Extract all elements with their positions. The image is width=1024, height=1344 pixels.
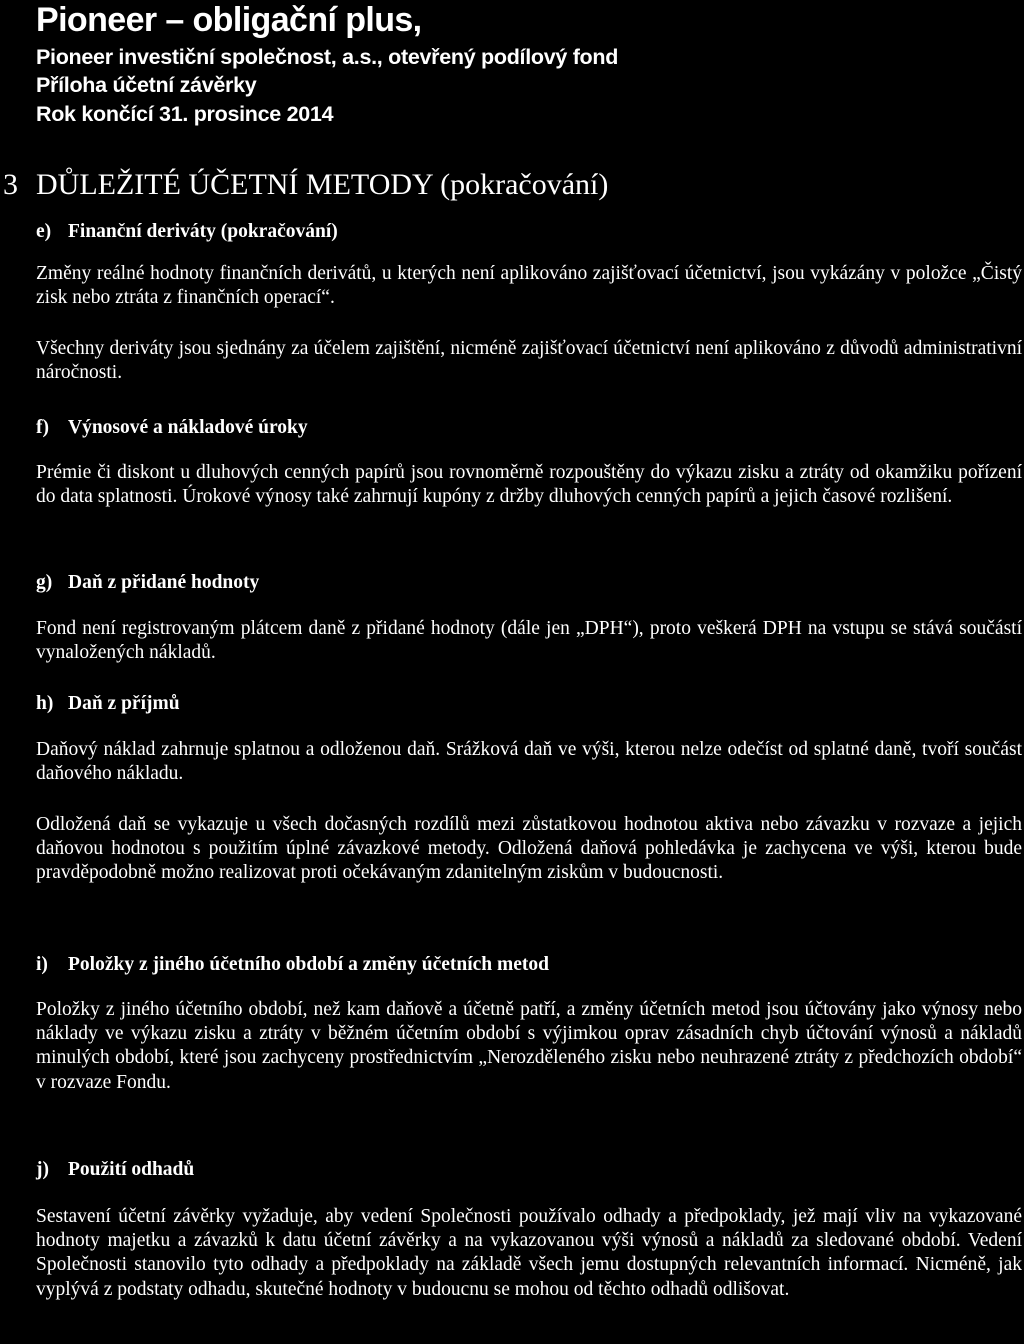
- paragraph: Sestavení účetní závěrky vyžaduje, aby vedení Společnosti používalo odhady a předpoklady, jež mají vliv na vykazované hodnoty majetku a závazků k datu účetní závěrky a na vykazovanou výši výnosů a nákladů za sledované období. Vedení Společnosti stanovilo tyto odhady a předpoklady na základě všech jemu dostupných relevantních informací. Nicméně, jak vyplývá z podstaty odhadu, skutečné hodnoty v budoucnu se mohou od těchto odhadů odlišovat.: [36, 1206, 1022, 1300]
- reporting-period: Rok končící 31. prosince 2014: [36, 102, 334, 126]
- paragraph: Odložená daň se vykazuje u všech dočasných rozdílů mezi zůstatkovou hodnotou aktiva nebo závazku v rozvaze a jejich daňovou hodnotou s použitím úplné závazkové metody. Odložená daňová pohledávka je zachycena ve výši, kterou bude pravděpodobně možno realizovat proti očekávaným zdanitelným ziskům v budoucnosti.: [36, 814, 1022, 884]
- subsection-letter: h): [36, 693, 54, 714]
- subsection-heading-i: [36, 952, 549, 978]
- subsection-heading-e: [36, 219, 338, 245]
- paragraph: Prémie či diskont u dluhových cenných papírů jsou rovnoměrně rozpouštěny do výkazu zisku a ztráty od okamžiku pořízení do data splatnosti. Úrokové výnosy také zahrnují kupóny z držby dluhových cenných papírů a jejich časové rozlišení.: [36, 462, 1022, 508]
- subsection-heading-h: [36, 691, 180, 717]
- subsection-title: Daň z přidané hodnoty: [68, 572, 260, 593]
- subsection-title: Položky z jiného účetního období a změny účetních metod: [68, 954, 549, 975]
- document-type: Příloha účetní závěrky: [36, 73, 257, 97]
- subsection-letter: j): [36, 1159, 49, 1180]
- subsection-heading-f: [36, 415, 308, 441]
- section-number: 3: [3, 168, 18, 201]
- subsection-letter: i): [36, 954, 48, 975]
- subsection-letter: g): [36, 572, 53, 593]
- subsection-letter: e): [36, 221, 52, 242]
- fund-title: Pioneer – obligační plus,: [36, 1, 422, 39]
- subsection-letter: f): [36, 417, 49, 438]
- subsection-title: Finanční deriváty (pokračování): [68, 221, 338, 242]
- paragraph: Fond není registrovaným plátcem daně z přidané hodnoty (dále jen „DPH“), proto veškerá DPH na vstupu se stává součástí vynaložených nákladů.: [36, 618, 1022, 664]
- subsection-title: Použití odhadů: [68, 1159, 195, 1180]
- paragraph: Všechny deriváty jsou sjednány za účelem zajištění, nicméně zajišťovací účetnictví není aplikováno z důvodů administrativní náročnosti.: [36, 338, 1022, 384]
- paragraph: Změny reálné hodnoty finančních derivátů, u kterých není aplikováno zajišťovací účetnictví, jsou vykázány v položce „Čistý zisk nebo ztráta z finančních operací“.: [36, 263, 1022, 309]
- paragraph: Položky z jiného účetního období, než kam daňově a účetně patří, a změny účetních metod jsou účtovány jako výnosy nebo náklady ve výkazu zisku a ztráty v běžném účetním období s výjimkou oprav zásadních chyb účtování výnosů a nákladů minulých období, které jsou zachyceny prostřednictvím „Nerozděleného zisku nebo neuhrazené ztráty z předchozích období“ v rozvaze Fondu.: [36, 999, 1022, 1093]
- fund-subtitle: Pioneer investiční společnost, a.s., otevřený podílový fond: [36, 45, 619, 69]
- subsection-heading-j: [36, 1157, 194, 1183]
- paragraph: Daňový náklad zahrnuje splatnou a odloženou daň. Srážková daň ve výši, kterou nelze odečíst od splatné daně, tvoří součást daňového nákladu.: [36, 739, 1022, 785]
- subsection-heading-g: [36, 570, 259, 596]
- section-title: DŮLEŽITÉ ÚČETNÍ METODY (pokračování): [36, 168, 609, 201]
- subsection-title: Daň z příjmů: [68, 693, 180, 714]
- subsection-title: Výnosové a nákladové úroky: [68, 417, 308, 438]
